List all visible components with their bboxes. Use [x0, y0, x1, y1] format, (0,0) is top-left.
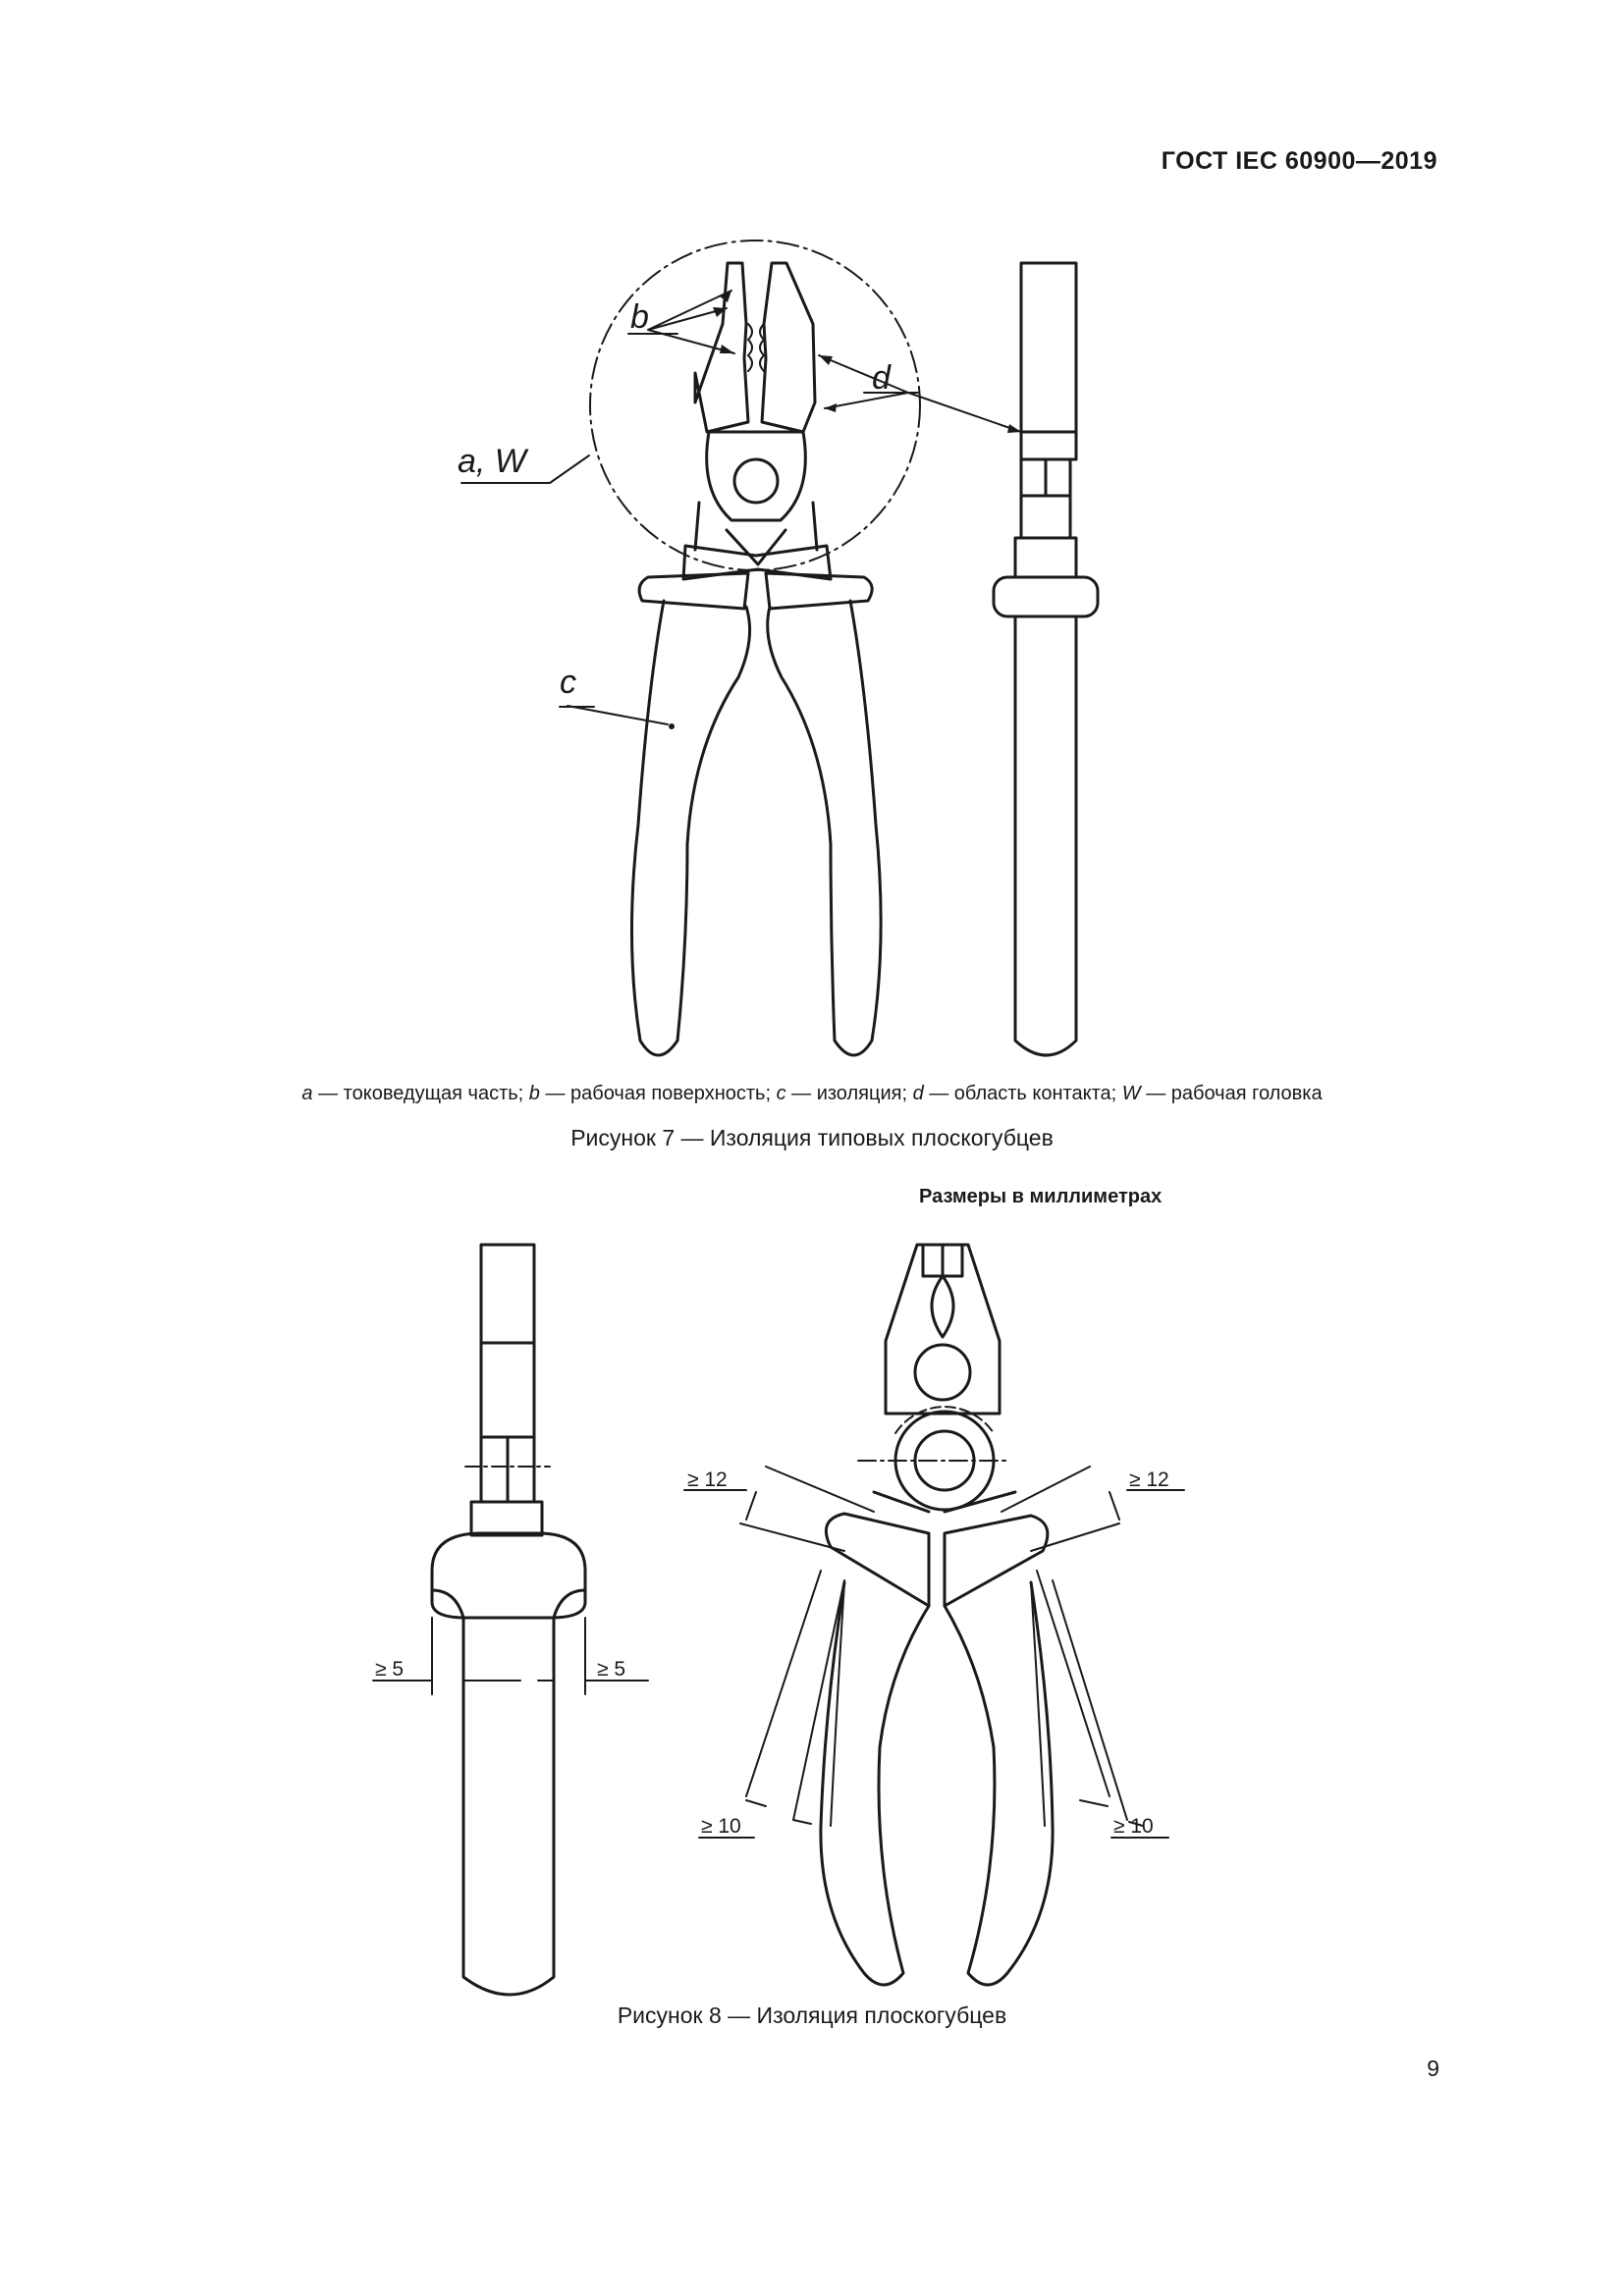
dim-ge12-right: ≥ 12	[1129, 1468, 1169, 1491]
legend-key-a: a	[301, 1083, 313, 1104]
legend-key-d: d	[912, 1083, 924, 1104]
fig7-jaw-right	[762, 263, 815, 432]
fig8-label-underlines	[373, 1490, 1184, 1838]
fig7-pliers-side	[994, 263, 1098, 1055]
legend-key-c: c	[776, 1083, 786, 1104]
fig7-handle-left	[631, 601, 749, 1055]
legend-key-b: b	[528, 1083, 540, 1104]
fig7-pivot-hole	[734, 459, 778, 503]
legend-key-w: W	[1121, 1083, 1141, 1104]
dim-ge5-right: ≥ 5	[597, 1658, 626, 1681]
page-number: 9	[1427, 2056, 1439, 2081]
figure8-caption: Рисунок 8 — Изоляция плоскогубцев	[617, 2002, 1007, 2028]
fig7-label-b: b	[630, 298, 649, 336]
fig7-leaders	[461, 291, 1021, 724]
dim-ge10-right: ≥ 10	[1113, 1815, 1154, 1838]
fig7-label-d: d	[872, 359, 891, 397]
fig8-pliers-side	[377, 1245, 648, 1995]
dim-ge10-left: ≥ 10	[701, 1815, 741, 1838]
dim-ge5-left: ≥ 5	[375, 1658, 405, 1681]
fig7-handle-right	[768, 601, 881, 1055]
fig8-pliers-front	[740, 1245, 1143, 1985]
fig7-pliers-front	[590, 240, 920, 1055]
fig7-label-c: c	[560, 664, 576, 701]
legend-text-c: — изоляция;	[785, 1083, 913, 1104]
legend-text-d: — область контакта;	[923, 1083, 1122, 1104]
legend-text-a: — токоведущая часть;	[312, 1083, 529, 1104]
fig7-label-aw: a, W	[458, 443, 526, 480]
fig7-legend	[0, 1083, 1624, 1105]
fig7-jaw-teeth	[748, 324, 764, 371]
dim-ge12-left: ≥ 12	[687, 1468, 728, 1491]
standard-designation: ГОСТ IEC 60900—2019	[1161, 147, 1437, 175]
dimensions-note: Размеры в миллиметрах	[919, 1186, 1163, 1207]
figure7-caption: Рисунок 7 — Изоляция типовых плоскогубцев	[570, 1125, 1054, 1150]
legend-text-b: — рабочая поверхность;	[539, 1083, 777, 1104]
fig7-pivot-body	[707, 432, 806, 520]
legend-text-w: — рабочая головка	[1140, 1083, 1323, 1104]
